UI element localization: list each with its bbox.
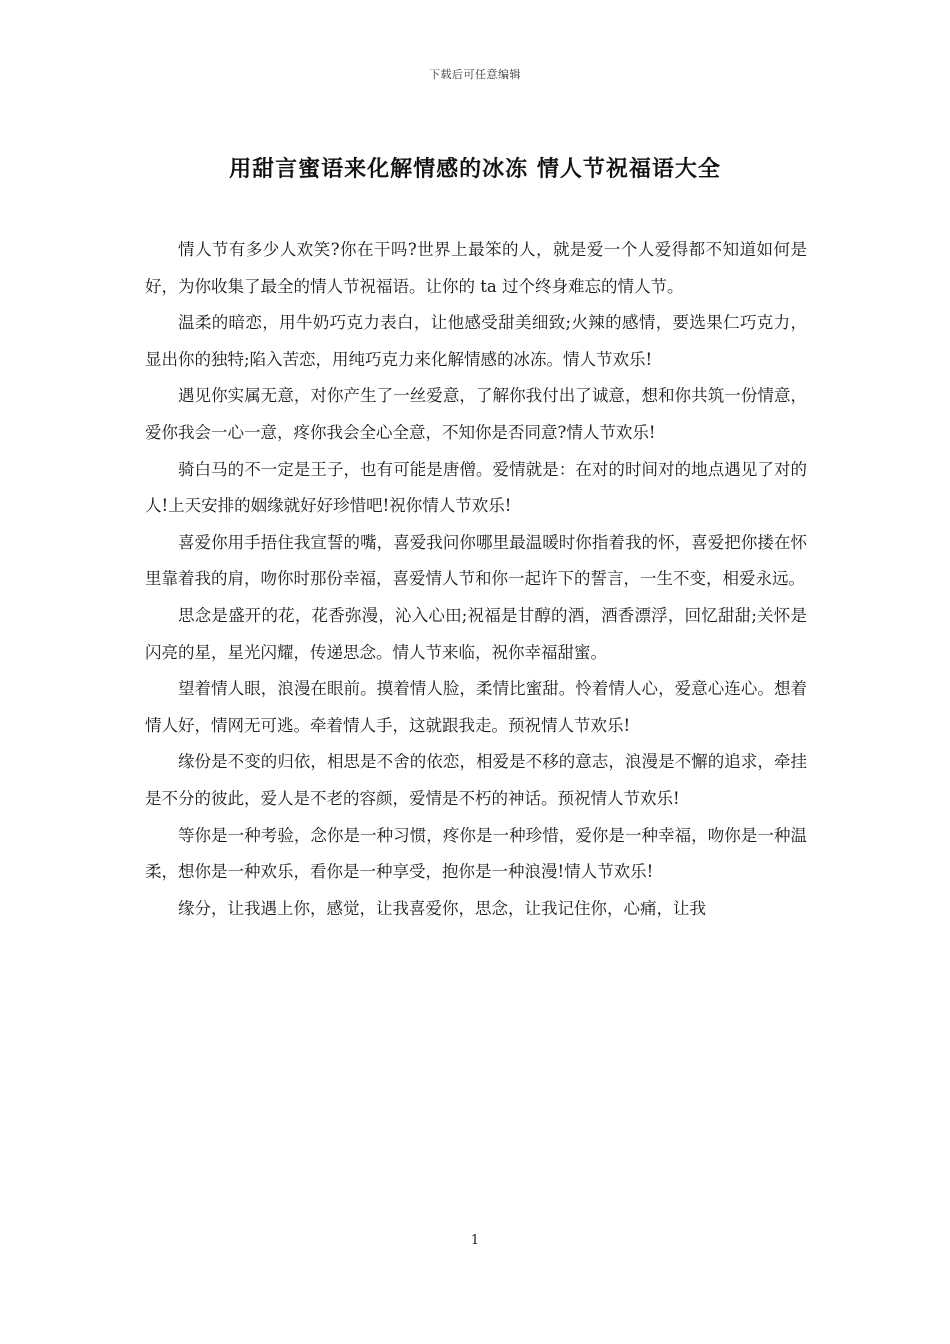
paragraph: 温柔的暗恋，用牛奶巧克力表白，让他感受甜美细致;火辣的感情，要选果仁巧克力，显出你的独特;陷入苦恋，用纯巧克力来化解情感的冰冻。情人节欢乐!: [145, 313, 807, 369]
paragraph: 缘分，让我遇上你，感觉，让我喜爱你，思念，让我记住你，心痛，让我: [178, 898, 706, 918]
paragraph: 喜爱你用手捂住我宣誓的嘴，喜爱我问你哪里最温暖时你指着我的怀，喜爱把你搂在怀里靠着我的肩，吻你时那份幸福，喜爱情人节和你一起许下的誓言，一生不变，相爱永远。: [145, 532, 807, 589]
paragraph: 望着情人眼，浪漫在眼前。摸着情人脸，柔情比蜜甜。怜着情人心，爱意心连心。想着情人好，情网无可逃。牵着情人手，这就跟我走。预祝情人节欢乐!: [145, 679, 807, 735]
paragraph: 缘份是不变的归依，相思是不舍的依恋，相爱是不移的意志，浪漫是不懈的追求，牵挂是不分的彼此，爱人是不老的容颜，爱情是不朽的神话。预祝情人节欢乐!: [145, 752, 807, 808]
paragraph: 遇见你实属无意，对你产生了一丝爱意，了解你我付出了诚意，想和你共筑一份情意，爱你我会一心一意，疼你我会全心全意，不知你是否同意?情人节欢乐!: [145, 386, 807, 442]
paragraph: 骑白马的不一定是王子，也有可能是唐僧。爱情就是：在对的时间对的地点遇见了对的人!上天安排的姻缘就好好珍惜吧!祝你情人节欢乐!: [145, 459, 807, 516]
paragraph: 思念是盛开的花，花香弥漫，沁入心田;祝福是甘醇的酒，酒香漂浮，回忆甜甜;关怀是闪亮的星，星光闪耀，传递思念。情人节来临，祝你幸福甜蜜。: [145, 605, 807, 662]
header-note: 下载后可任意编辑: [429, 68, 521, 81]
paragraph: 等你是一种考验，念你是一种习惯，疼你是一种珍惜，爱你是一种幸福，吻你是一种温柔，想你是一种欢乐，看你是一种享受，抱你是一种浪漫!情人节欢乐!: [145, 825, 807, 882]
paragraph: 情人节有多少人欢笑?你在干吗?世界上最笨的人，就是爱一个人爱得都不知道如何是好，为你收集了最全的情人节祝福语。让你的 ta 过个终身难忘的情人节。: [145, 240, 807, 296]
document-title: 用甜言蜜语来化解情感的冰冻 情人节祝福语大全: [229, 157, 721, 182]
page-number: 1: [470, 1233, 480, 1248]
document-body: [145, 232, 807, 927]
